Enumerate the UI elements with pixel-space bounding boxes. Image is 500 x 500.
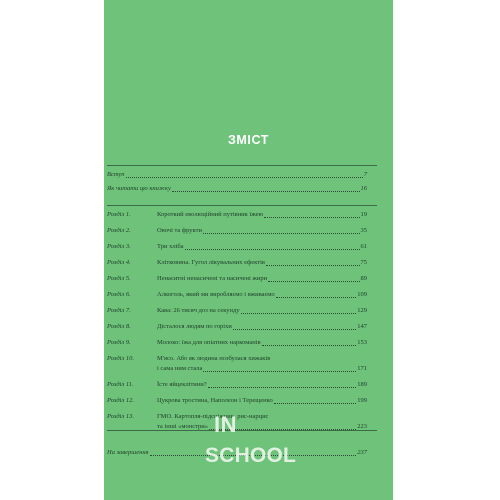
toc-entry-section: Розділ 12. [107,397,135,404]
toc-entry-page: 153 [357,339,367,346]
watermark-line-1: IN [214,412,237,437]
toc-entry-title: Овочі та фрукти [157,227,202,234]
toc-entry-title: Дісталося людям по горіхи [157,323,232,330]
toc-entry-page: 61 [360,243,367,250]
toc-entry-page: 237 [357,449,367,456]
toc-entry-page: 7 [363,171,367,178]
toc-entry-page: 189 [357,381,367,388]
toc-entry-title: Короткий еволюційний путівник їжею [157,211,264,218]
toc-entry-page: 147 [357,323,367,330]
toc-entry-title: Вступ [107,171,125,178]
toc-entry [107,378,377,394]
toc-entry-section: Розділ 10. [107,355,135,362]
contents-title: ЗМІСТ [227,133,270,147]
toc-entry [107,208,377,224]
toc-entry [107,240,377,256]
toc-entry [107,182,377,198]
toc-entry-title: ГМО. Картопля-підсніжник, рис-нарцис [157,413,269,420]
toc-entry-title: Ненаситні ненасичені та насичені жири [157,275,268,282]
book-page [104,0,393,500]
toc-entry-page: 109 [357,291,367,298]
toc-entry-title: Молоко: їжа для опіатних наркоманів [157,339,261,346]
toc-entry-title: Їсте яйцеклітини? [157,381,207,388]
toc-entry [107,352,377,378]
toc-entry-section: Розділ 9. [107,339,131,346]
toc-entry-title-continued: та інші «монстри» [157,423,209,430]
toc-entry-title: Клітковина. Гугол лікувальних ефектів [157,259,265,266]
toc-entry-title-continued: і сама ним стала [157,365,203,372]
toc-entry-section: Розділ 11. [107,381,134,388]
toc-entry-title: На завершення [107,449,149,456]
divider [107,205,377,206]
toc-entry-page: 223 [357,423,367,430]
toc-entry [107,224,377,240]
toc-entry-title: Три хліба [157,243,184,250]
divider [107,165,377,166]
toc-entry [107,336,377,352]
toc-entry-section: Розділ 7. [107,307,131,314]
toc-entry-page: 75 [360,259,367,266]
toc-entry [107,394,377,410]
toc-entry [107,272,377,288]
toc-entry-page: 171 [357,365,367,372]
toc-entry [107,320,377,336]
toc-entry [107,168,377,182]
toc-entry-page: 16 [360,185,367,192]
toc-entry-section: Розділ 1. [107,211,131,218]
toc-entry-page: 89 [360,275,367,282]
toc-entry [107,304,377,320]
watermark-line-2: SCHOOL [205,444,297,467]
toc-entry-section: Розділ 8. [107,323,131,330]
toc-entry-title: Кава: 26 тисяч доз на секунду [157,307,240,314]
toc-entry [107,256,377,272]
toc-entry-title: Як читати цю книжку [107,185,171,192]
toc-entry-section: Розділ 5. [107,275,131,282]
toc-entry-page: 199 [357,397,367,404]
toc-entry-section: Розділ 4. [107,259,131,266]
toc-entry-page: 19 [360,211,367,218]
toc-entry-page: 129 [357,307,367,314]
toc-entry-section: Розділ 2. [107,227,131,234]
toc-entry [107,410,377,436]
table-of-contents [107,168,377,462]
toc-entry-page: 35 [360,227,367,234]
toc-entry-section: Розділ 13. [107,413,135,420]
toc-entry [107,288,377,304]
divider [107,430,377,431]
toc-entry-title: Цукрова тростина, Наполеон і Терещенко [157,397,273,404]
toc-entry-section: Розділ 3. [107,243,131,250]
toc-entry-section: Розділ 6. [107,291,131,298]
toc-entry-title: Алкоголь, який ми виробляємо і вживаємо [157,291,275,298]
toc-entry-title: М'ясо. Або як людина позбулася хижаків [157,355,271,362]
